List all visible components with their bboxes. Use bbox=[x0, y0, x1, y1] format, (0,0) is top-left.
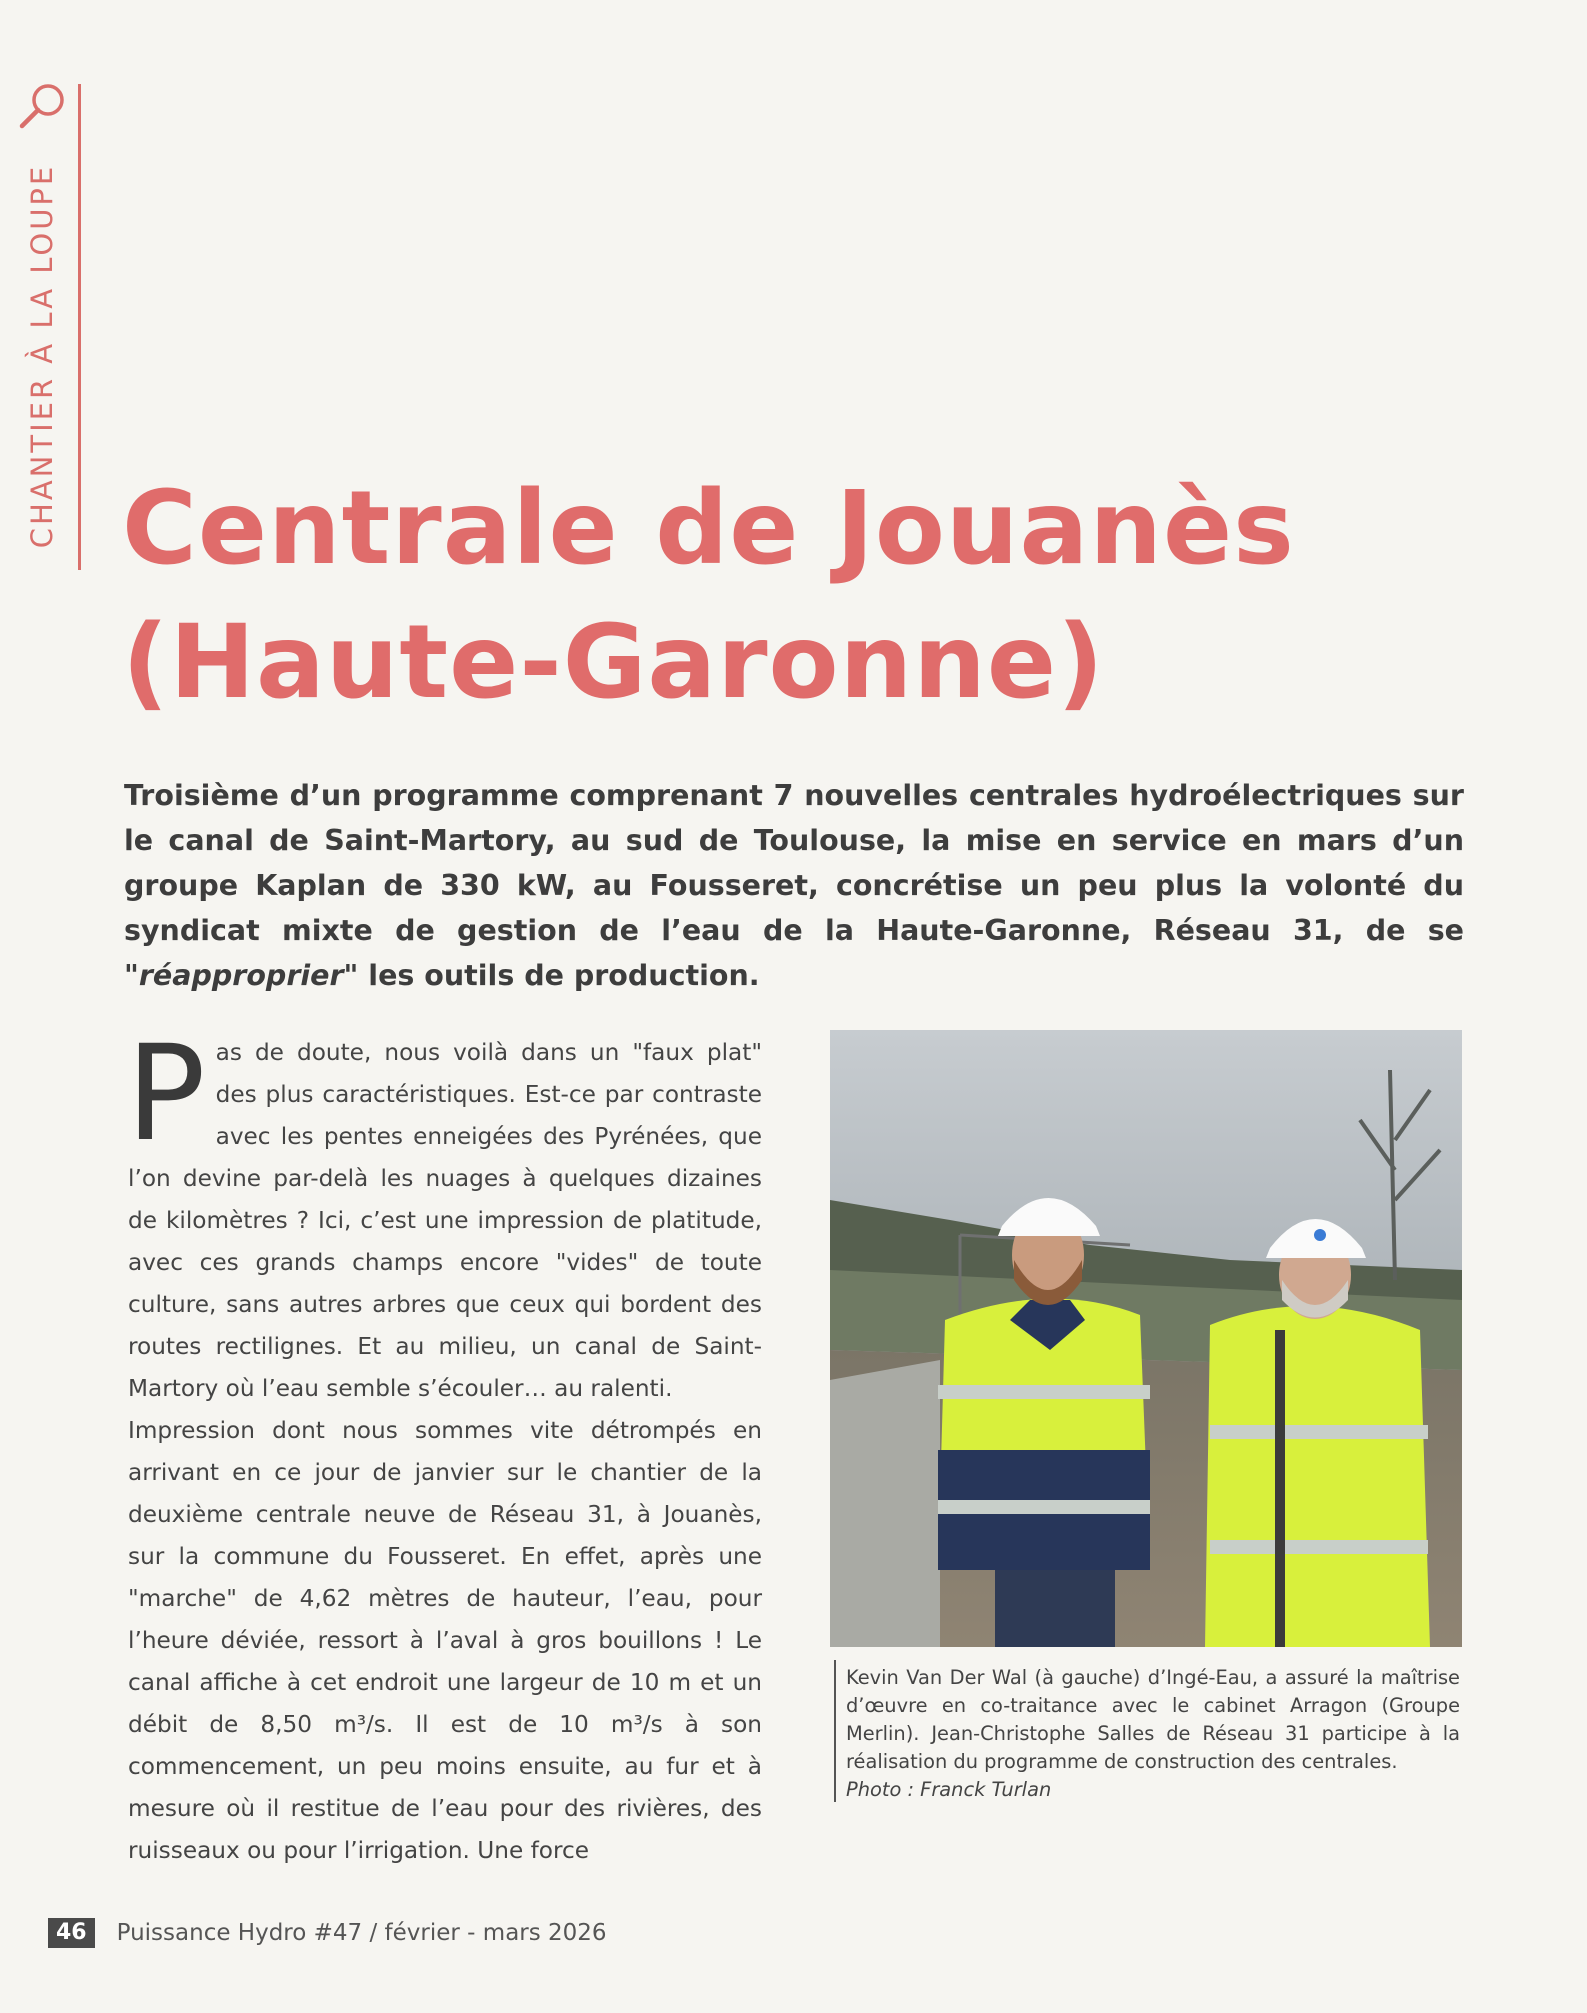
photo-caption bbox=[846, 1664, 1460, 1804]
body-paragraph-1-text: as de doute, nous voilà dans un "faux plat" des plus caractéristiques. Est-ce par contraste avec les pentes enneigées des Pyrénées, que l’on devine par-delà les nuages à quelques dizaines de kilomètres ? Ici, c’est une impression de platitude, avec ces grands champs encore "vides" de toute culture, sans autres arbres que ceux qui bordent des routes rectilignes. Et au milieu, un canal de Saint-Martory où l’eau semble s’écouler… au ralenti. bbox=[128, 1039, 762, 1402]
lead-italic: réapproprier bbox=[138, 959, 344, 992]
page-footer bbox=[48, 1916, 607, 1950]
dropcap: P bbox=[126, 1017, 206, 1171]
caption-text: Kevin Van Der Wal (à gauche) d’Ingé-Eau, a assuré la maîtrise d’œuvre en co-traitance avec le cabinet Arragon (Groupe Merlin). Jean-Christophe Salles de Réseau 31 participe à la réalisation du programme de construction des centrales. bbox=[846, 1666, 1460, 1773]
section-label bbox=[20, 136, 64, 576]
title-line-1: Centrale de Jouanès bbox=[122, 469, 1295, 588]
section-divider bbox=[78, 84, 81, 570]
lead-part-1: Troisième d’un programme comprenant 7 nouvelles centrales hydroélectriques sur le canal de Saint-Martory, au sud de Toulouse, la mise en service en mars d’un groupe Kaplan de 330 kW, au Fousseret, concrétise un peu plus la volonté du syndicat mixte de gestion de l’eau de la Haute-Garonne, Réseau 31, de se " bbox=[124, 779, 1464, 992]
concrete-wall bbox=[830, 1360, 940, 1647]
article-body bbox=[126, 1017, 762, 1872]
body-paragraph-2: Impression dont nous sommes vite détrompés en arrivant en ce jour de janvier sur le chantier de la deuxième centrale neuve de Réseau 31, à Jouanès, sur la commune du Fousseret. En effet, après une "marche" de 4,62 mètres de hauteur, l’eau, pour l’heure déviée, ressort à l’aval à gros bouillons ! Le canal affiche à cet endroit une largeur de 10 m et un débit de 8,50 m³/s. Il est de 10 m³/s à son commencement, un peu moins ensuite, au fur et à mesure où il restitue de l’eau pour des rivières, des ruisseaux ou pour l’irrigation. Une force bbox=[128, 1417, 762, 1864]
lead-part-2: " les outils de production. bbox=[343, 959, 760, 992]
title-line-2: (Haute-Garonne) bbox=[122, 603, 1105, 722]
section-label-text: CHANTIER À LA LOUPE bbox=[25, 163, 59, 549]
article-photo bbox=[830, 1030, 1462, 1647]
caption-bar bbox=[834, 1660, 836, 1802]
photo-illustration bbox=[830, 1030, 1462, 1647]
article-title bbox=[122, 462, 1295, 730]
publication-info: Puissance Hydro #47 / février - mars 2026 bbox=[116, 1920, 607, 1946]
article-lead bbox=[124, 773, 1464, 998]
photo-credit: Photo : Franck Turlan bbox=[846, 1778, 1052, 1801]
body-paragraph-1 bbox=[126, 1017, 762, 1410]
page-number: 46 bbox=[48, 1918, 95, 1948]
magnifier-icon bbox=[14, 80, 72, 138]
